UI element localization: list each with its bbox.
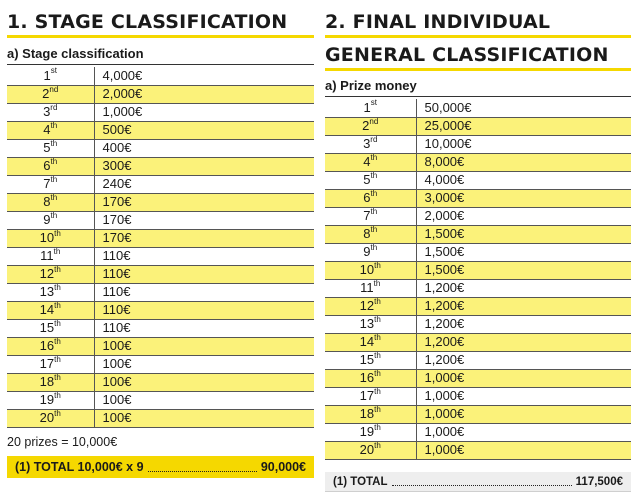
gc-total-value: 117,500€ — [575, 475, 623, 488]
prize-amount: 110€ — [94, 283, 314, 301]
prize-amount: 400€ — [94, 139, 314, 157]
prize-rank-suffix: th — [374, 350, 381, 360]
prize-rank-number: 15 — [359, 352, 375, 367]
prize-row — [325, 441, 631, 459]
prize-rank — [7, 301, 94, 319]
prize-amount: 1,500€ — [416, 261, 631, 279]
prize-rank-number: 14 — [359, 334, 375, 349]
prize-amount: 1,000€ — [416, 423, 631, 441]
prize-row — [325, 351, 631, 369]
prize-row — [325, 135, 631, 153]
prize-rank-suffix: th — [54, 408, 61, 418]
prize-rank-number: 12 — [359, 298, 375, 313]
prize-rank-suffix: th — [54, 372, 61, 382]
prize-row — [325, 333, 631, 351]
prize-amount: 2,000€ — [94, 85, 314, 103]
prize-row — [325, 171, 631, 189]
prize-rank — [7, 157, 94, 175]
prize-rank-number: 10 — [39, 230, 55, 245]
prize-row — [325, 225, 631, 243]
prize-amount: 170€ — [94, 193, 314, 211]
prize-amount: 100€ — [94, 355, 314, 373]
prize-row — [7, 337, 314, 355]
stage-classification-subheading: a) Stage classification — [7, 45, 314, 65]
prize-rank-number: 18 — [359, 406, 375, 421]
prize-rank-suffix: th — [374, 314, 381, 324]
prize-amount: 1,200€ — [416, 315, 631, 333]
prize-rank — [7, 103, 94, 121]
prize-row — [7, 193, 314, 211]
prize-rank-suffix: rd — [370, 134, 378, 144]
prize-amount: 10,000€ — [416, 135, 631, 153]
prize-rank-suffix: th — [374, 332, 381, 342]
prize-row — [7, 139, 314, 157]
stage-total-bar — [7, 456, 314, 478]
prize-amount: 1,200€ — [416, 333, 631, 351]
prize-rank-number: 4 — [43, 122, 51, 137]
prize-rank-suffix: th — [54, 264, 61, 274]
prize-amount: 50,000€ — [416, 99, 631, 117]
prize-rank-suffix: th — [374, 368, 381, 378]
prize-amount: 170€ — [94, 229, 314, 247]
prize-row — [7, 229, 314, 247]
prize-rank — [325, 207, 416, 225]
prize-rank — [325, 243, 416, 261]
prize-rank — [325, 135, 416, 153]
gc-total-label: (1) TOTAL — [333, 475, 388, 488]
prize-rank — [7, 193, 94, 211]
prize-rank-suffix: nd — [369, 116, 379, 126]
prize-rank-suffix: th — [374, 440, 381, 450]
prize-amount: 2,000€ — [416, 207, 631, 225]
prize-amount: 1,500€ — [416, 225, 631, 243]
prize-rank-suffix: th — [370, 188, 378, 198]
prize-row — [7, 247, 314, 265]
prize-amount: 110€ — [94, 247, 314, 265]
prize-rank-suffix: rd — [50, 102, 58, 112]
prize-row — [7, 265, 314, 283]
prize-row — [7, 355, 314, 373]
prize-rank — [325, 315, 416, 333]
prize-rank-number: 5 — [43, 140, 51, 155]
prize-row — [7, 157, 314, 175]
gc-heading-line1: 2. FINAL INDIVIDUAL — [325, 6, 631, 38]
prize-rank-suffix: th — [54, 282, 61, 292]
prize-rank-suffix: th — [54, 318, 61, 328]
prize-rank — [7, 247, 94, 265]
prize-rank — [7, 67, 94, 85]
prize-amount: 4,000€ — [416, 171, 631, 189]
prize-row — [7, 319, 314, 337]
prize-amount: 240€ — [94, 175, 314, 193]
prize-rank-suffix: th — [50, 120, 58, 130]
prize-rank-number: 16 — [39, 338, 55, 353]
prize-row — [325, 207, 631, 225]
prize-rank — [7, 355, 94, 373]
prize-row — [7, 283, 314, 301]
prize-amount: 1,200€ — [416, 351, 631, 369]
prize-rank-number: 9 — [43, 212, 51, 227]
prize-rank-suffix: th — [370, 170, 378, 180]
prize-rank — [7, 265, 94, 283]
prize-rank — [325, 261, 416, 279]
prize-amount: 1,000€ — [416, 441, 631, 459]
prize-row — [325, 297, 631, 315]
prize-rank-suffix: nd — [49, 84, 59, 94]
prize-amount: 100€ — [94, 391, 314, 409]
prize-amount: 1,000€ — [94, 103, 314, 121]
prize-rank-number: 6 — [363, 190, 371, 205]
prize-row — [7, 409, 314, 427]
prize-row — [7, 103, 314, 121]
prize-rank — [325, 225, 416, 243]
prize-rank — [7, 121, 94, 139]
prize-amount: 500€ — [94, 121, 314, 139]
prize-amount: 110€ — [94, 301, 314, 319]
prize-amount: 300€ — [94, 157, 314, 175]
prize-amount: 110€ — [94, 265, 314, 283]
prize-rank-suffix: th — [54, 354, 61, 364]
prize-row — [325, 423, 631, 441]
prize-rank-number: 14 — [39, 302, 55, 317]
prize-rank — [325, 99, 416, 117]
prize-rank-number: 13 — [39, 284, 55, 299]
prize-rank-number: 12 — [39, 266, 55, 281]
prize-row — [7, 373, 314, 391]
prize-rank — [325, 405, 416, 423]
prize-rank — [7, 211, 94, 229]
prize-rank-number: 8 — [43, 194, 51, 209]
prize-amount: 100€ — [94, 409, 314, 427]
prize-row — [325, 99, 631, 117]
prize-rank-number: 2 — [362, 118, 370, 133]
prize-amount: 25,000€ — [416, 117, 631, 135]
prize-row — [7, 67, 314, 85]
prize-row — [325, 315, 631, 333]
prize-rank-number: 20 — [359, 442, 375, 457]
prize-rank-suffix: th — [54, 300, 61, 310]
prize-rank — [325, 423, 416, 441]
prize-amount: 1,500€ — [416, 243, 631, 261]
prize-rank-suffix: th — [54, 228, 61, 238]
prize-rank — [325, 279, 416, 297]
prize-rank — [7, 409, 94, 427]
prize-rank-suffix: th — [50, 138, 58, 148]
prize-amount: 1,000€ — [416, 387, 631, 405]
prize-rank — [325, 171, 416, 189]
prize-rank-number: 20 — [39, 410, 55, 425]
prize-rank — [7, 319, 94, 337]
prize-row — [325, 153, 631, 171]
prize-amount: 170€ — [94, 211, 314, 229]
stage-classification-heading: 1. STAGE CLASSIFICATION — [7, 6, 314, 38]
prize-rank-number: 15 — [39, 320, 55, 335]
prize-rank-suffix: th — [374, 404, 381, 414]
prize-rank — [325, 189, 416, 207]
prize-rank — [7, 373, 94, 391]
stage-total-label: (1) TOTAL 10,000€ x 9 — [15, 460, 144, 474]
prize-rank-suffix: th — [50, 156, 58, 166]
gc-subheading: a) Prize money — [325, 77, 631, 97]
prize-rank-number: 1 — [43, 67, 51, 83]
prize-rank — [7, 229, 94, 247]
prize-rank-suffix: th — [370, 152, 378, 162]
prize-row — [325, 369, 631, 387]
prize-rank-number: 19 — [39, 392, 55, 407]
prize-row — [325, 405, 631, 423]
prize-rank-number: 10 — [359, 262, 375, 277]
prize-rank — [7, 139, 94, 157]
prize-rank-number: 8 — [363, 226, 371, 241]
prize-rank-number: 2 — [42, 86, 50, 101]
prize-row — [325, 243, 631, 261]
prize-rank-number: 9 — [363, 244, 371, 259]
prize-row — [7, 301, 314, 319]
prize-rank-number: 7 — [363, 208, 371, 223]
prize-rank-number: 18 — [39, 374, 55, 389]
prize-rank-number: 17 — [39, 356, 55, 371]
prize-rank-suffix: th — [374, 260, 381, 270]
stage-prizes-note: 20 prizes = 10,000€ — [7, 435, 118, 449]
prize-rank-suffix: st — [50, 66, 57, 76]
prize-rank-suffix: th — [54, 336, 61, 346]
prize-rank — [325, 297, 416, 315]
prize-row — [7, 175, 314, 193]
prize-rank — [325, 117, 416, 135]
prize-amount: 1,000€ — [416, 405, 631, 423]
gc-prize-table — [325, 99, 631, 460]
prize-rank-suffix: th — [374, 296, 381, 306]
prize-rank-number: 4 — [363, 154, 371, 169]
prize-rank-number: 11 — [40, 248, 54, 263]
prize-rank-suffix: st — [370, 98, 377, 108]
stage-prize-table — [7, 67, 314, 428]
prize-rank-number: 13 — [359, 316, 375, 331]
gc-total-bar — [325, 472, 631, 492]
prize-rank-suffix: th — [370, 224, 378, 234]
prize-row — [325, 387, 631, 405]
prize-amount: 1,200€ — [416, 297, 631, 315]
prize-rank-suffix: th — [373, 278, 381, 288]
prize-row — [7, 85, 314, 103]
prize-rank-suffix: th — [374, 422, 381, 432]
prize-amount: 100€ — [94, 373, 314, 391]
prize-row — [7, 211, 314, 229]
prize-rank-suffix: th — [53, 246, 61, 256]
prize-rank-number: 16 — [359, 370, 375, 385]
prize-rank — [325, 153, 416, 171]
prize-row — [325, 189, 631, 207]
prize-rank-suffix: th — [374, 386, 381, 396]
prize-rank — [325, 441, 416, 459]
prize-row — [325, 117, 631, 135]
prize-rank-suffix: th — [50, 192, 58, 202]
prize-rank-suffix: th — [50, 174, 58, 184]
prize-rank — [7, 175, 94, 193]
prize-rank — [325, 351, 416, 369]
prize-amount: 3,000€ — [416, 189, 631, 207]
prize-rank-number: 7 — [43, 176, 51, 191]
prize-amount: 8,000€ — [416, 153, 631, 171]
prize-rank-number: 5 — [363, 172, 371, 187]
prize-rank — [325, 387, 416, 405]
prize-rank-number: 1 — [363, 99, 371, 115]
prize-rank-number: 11 — [360, 280, 374, 295]
prize-rank — [7, 85, 94, 103]
prize-amount: 1,200€ — [416, 279, 631, 297]
prize-rank-number: 3 — [43, 104, 51, 119]
prize-rank — [325, 333, 416, 351]
prize-rank-suffix: th — [370, 206, 378, 216]
prize-row — [325, 261, 631, 279]
prize-rank-number: 3 — [363, 136, 371, 151]
prize-row — [325, 279, 631, 297]
prize-amount: 1,000€ — [416, 369, 631, 387]
prize-rank-suffix: th — [370, 242, 378, 252]
gc-total-leader-dots — [392, 475, 572, 486]
prize-rank — [7, 337, 94, 355]
stage-total-leader-dots — [148, 461, 257, 472]
prize-amount: 110€ — [94, 319, 314, 337]
prize-amount: 4,000€ — [94, 67, 314, 85]
stage-total-value: 90,000€ — [260, 460, 306, 474]
prize-row — [7, 391, 314, 409]
prize-amount: 100€ — [94, 337, 314, 355]
prize-row — [7, 121, 314, 139]
prize-rank — [7, 391, 94, 409]
prize-rank-suffix: th — [54, 390, 61, 400]
gc-heading-line2: GENERAL CLASSIFICATION — [325, 38, 631, 71]
prize-rank-number: 6 — [43, 158, 51, 173]
prize-rank — [325, 369, 416, 387]
prize-rank — [7, 283, 94, 301]
prize-rank-suffix: th — [50, 210, 58, 220]
prize-rank-number: 19 — [359, 424, 375, 439]
prize-rank-number: 17 — [359, 388, 375, 403]
